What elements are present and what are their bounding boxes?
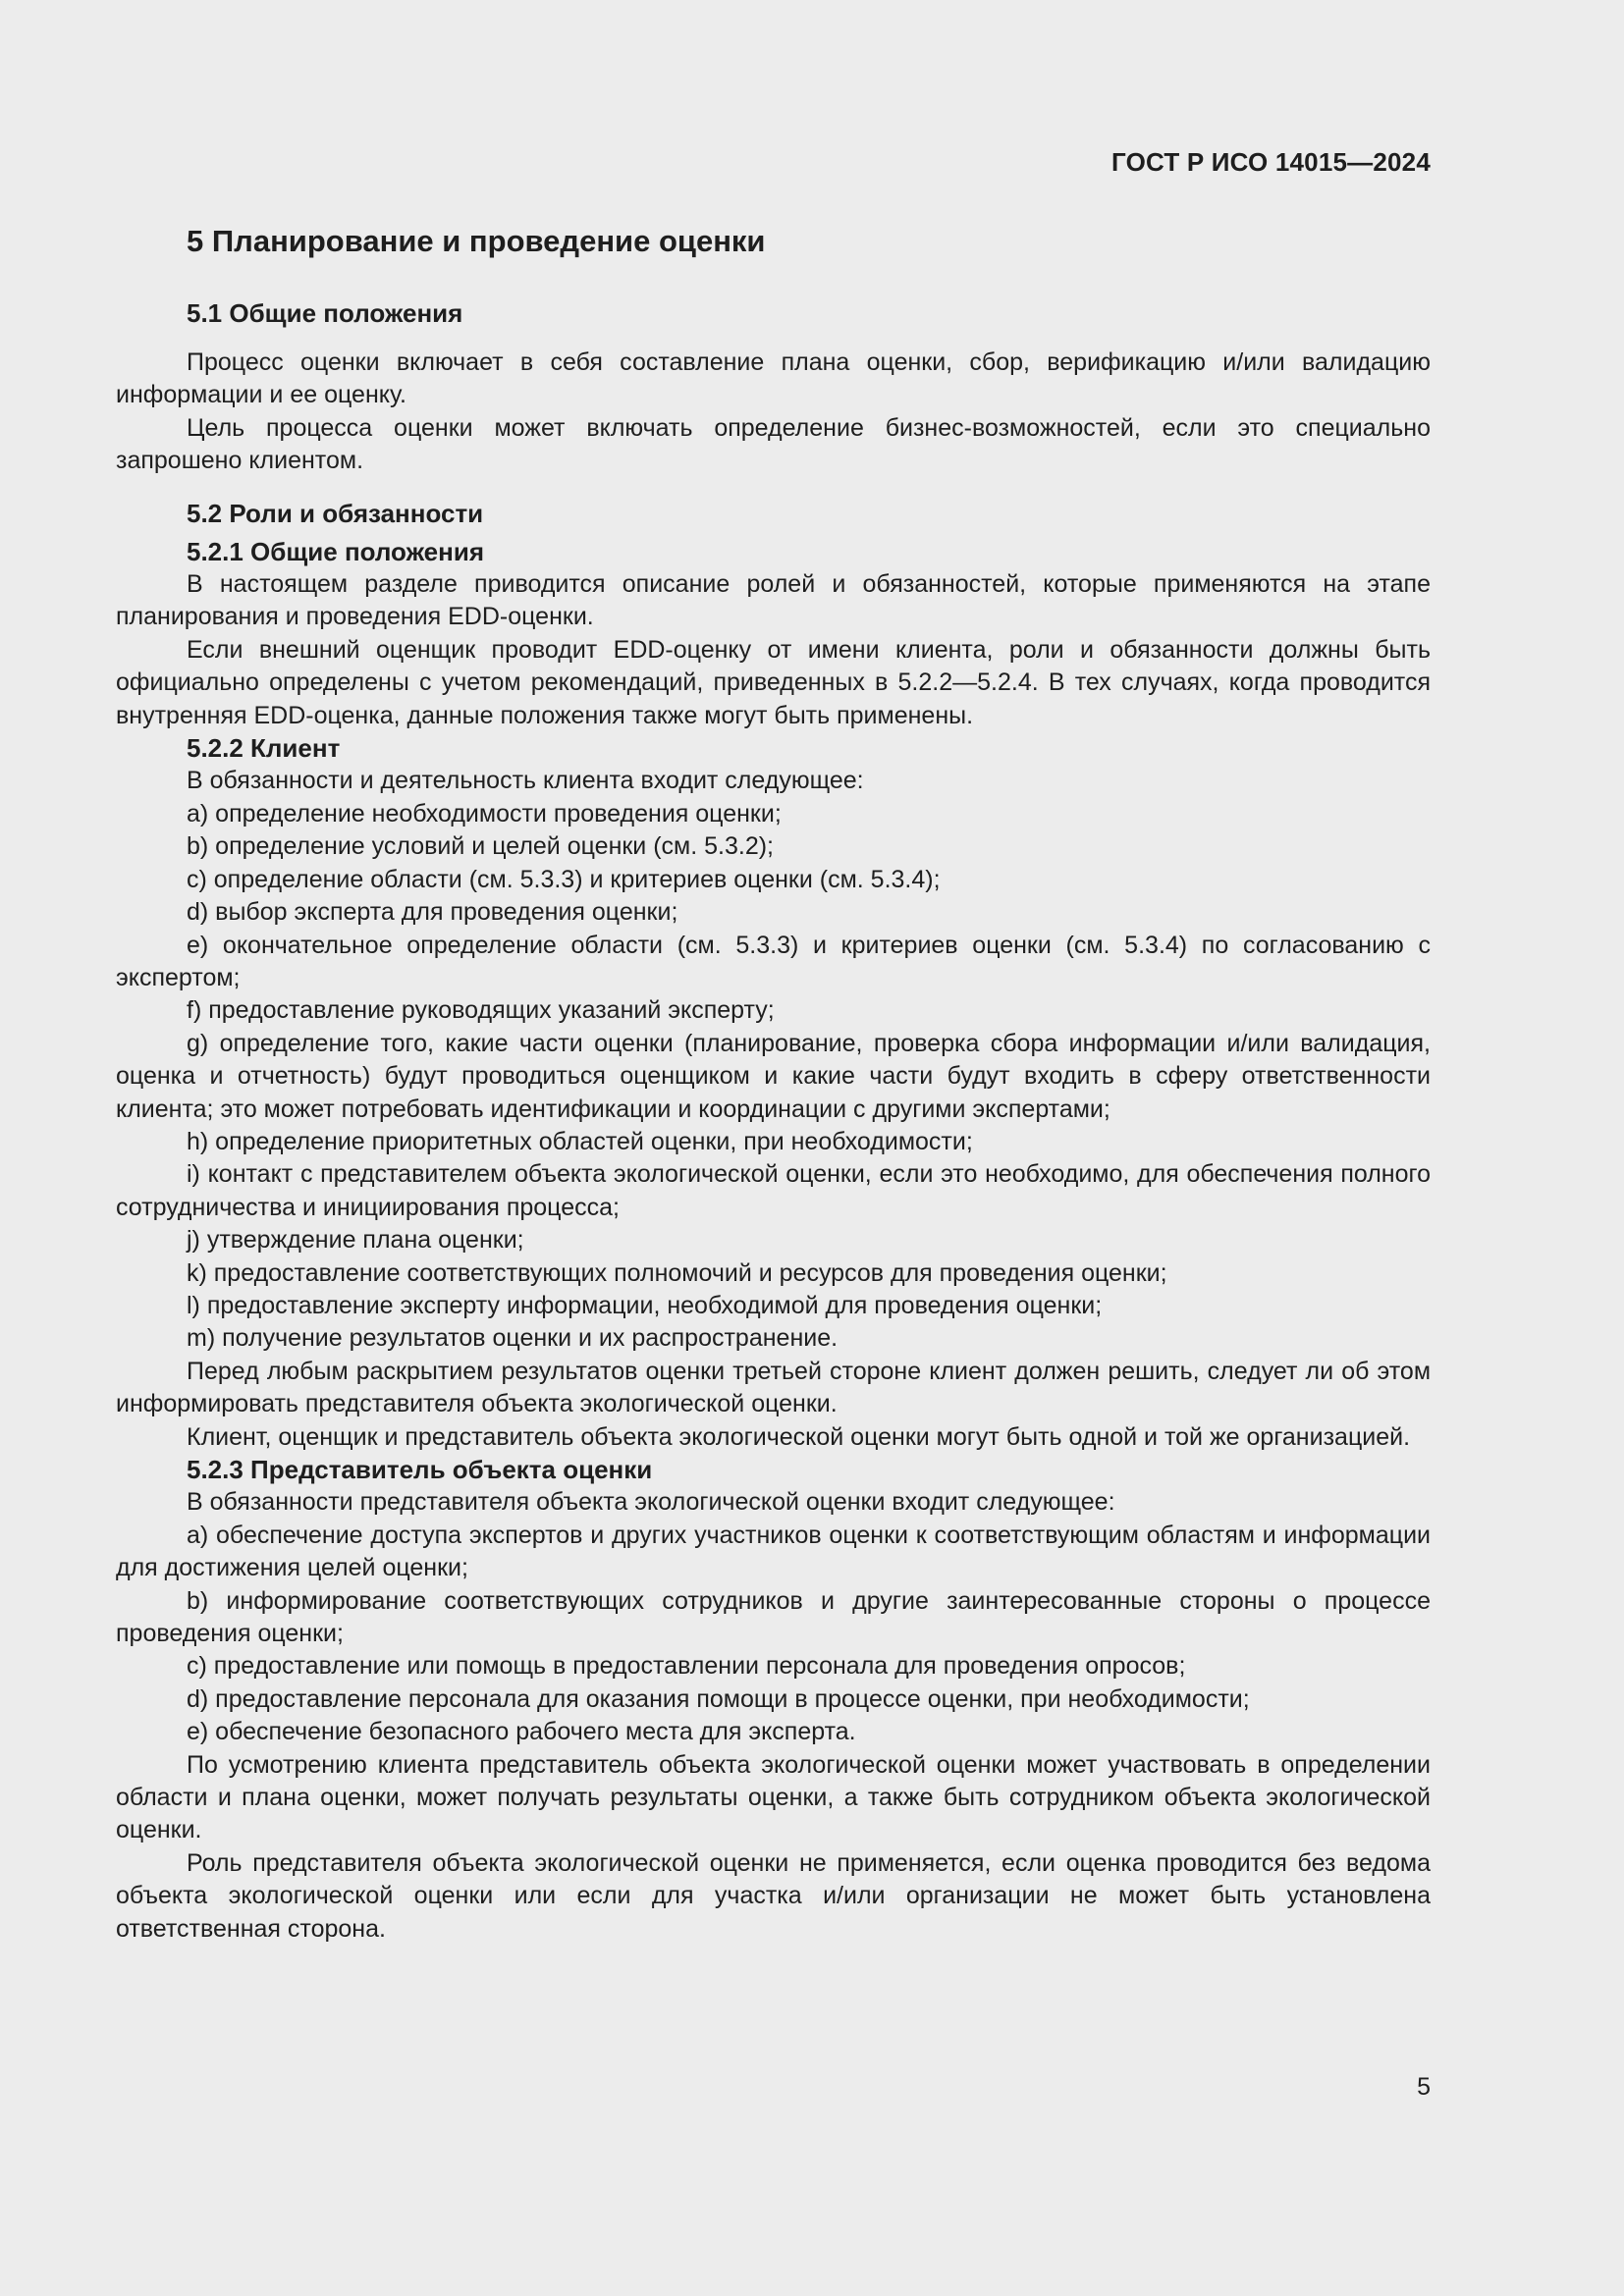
list-item: b) определение условий и целей оценки (см. 5.3.2);: [187, 832, 774, 861]
paragraph: Цель процесса оценки может включать определение бизнес-возможностей, если это специально запрошено клиентом.: [116, 413, 1431, 475]
paragraph: Процесс оценки включает в себя составление плана оценки, сбор, верификацию и/или валидацию информации и ее оценку.: [116, 348, 1431, 409]
paragraph: Роль представителя объекта экологической оценки не применяется, если оценка проводится без ведома объекта экологической оценки или если для участка и/или организации не может быть установлена ответственная сторона.: [116, 1848, 1431, 1943]
list-item: e) обеспечение безопасного рабочего места для эксперта.: [187, 1718, 856, 1746]
list-item: m) получение результатов оценки и их распространение.: [187, 1324, 839, 1353]
list-item: a) определение необходимости проведения оценки;: [187, 799, 782, 828]
clause-5-2-1-title: 5.2.1 Общие положения: [187, 536, 484, 566]
clause-5-2-3-title: 5.2.3 Представитель объекта оценки: [187, 1455, 653, 1484]
paragraph: По усмотрению клиента представитель объекта экологической оценки может участвовать в определении области и плана оценки, может получать результаты оценки, а также быть сотрудником объекта экологической оценки.: [116, 1750, 1431, 1844]
list-item: g) определение того, какие части оценки (планирование, проверка сбора информации и/или валидация, оценка и отчетность) будут проводиться оценщиком и какие части будут входить в сферу ответственности клиента; это может потребовать идентификации и координации с другими экспертами;: [116, 1029, 1431, 1123]
list-item: b) информирование соответствующих сотрудников и другие заинтересованные стороны о процессе проведения оценки;: [116, 1586, 1431, 1648]
document-body: [116, 222, 1431, 1946]
list-item: l) предоставление эксперту информации, необходимой для проведения оценки;: [187, 1291, 1103, 1319]
list-item: j) утверждение плана оценки;: [187, 1226, 524, 1255]
subsection-5-1-title: 5.1 Общие положения: [187, 298, 463, 328]
list-item: a) обеспечение доступа экспертов и других участников оценки к соответствующим областям и информации для достижения целей оценки;: [116, 1521, 1431, 1582]
page-number: 5: [1417, 2073, 1431, 2101]
section-title: 5 Планирование и проведение оценки: [187, 224, 766, 258]
list-item: i) контакт с представителем объекта экологической оценки, если это необходимо, для обеспечения полного сотрудничества и инициирования процесса;: [116, 1160, 1431, 1221]
paragraph: Если внешний оценщик проводит EDD-оценку от имени клиента, роли и обязанности должны быть официально определены с учетом рекомендаций, приведенных в 5.2.2—5.2.4. В тех случаях, когда проводится внутренняя EDD-оценка, данные положения также могут быть применены.: [116, 635, 1431, 729]
list-item: c) определение области (см. 5.3.3) и критериев оценки (см. 5.3.4);: [187, 865, 941, 893]
paragraph: В настоящем разделе приводится описание ролей и обязанностей, которые применяются на этапе планирования и проведения EDD-оценки.: [116, 570, 1431, 631]
clause-5-2-2-title: 5.2.2 Клиент: [187, 733, 341, 764]
paragraph: В обязанности и деятельность клиента входит следующее:: [187, 767, 864, 795]
list-item: h) определение приоритетных областей оценки, при необходимости;: [187, 1127, 973, 1155]
list-item: e) окончательное определение области (см. 5.3.3) и критериев оценки (см. 5.3.4) по согласованию с экспертом;: [116, 931, 1431, 991]
list-item: k) предоставление соответствующих полномочий и ресурсов для проведения оценки;: [187, 1258, 1167, 1287]
list-item: f) предоставление руководящих указаний эксперту;: [187, 996, 775, 1025]
list-item: d) выбор эксперта для проведения оценки;: [187, 898, 678, 927]
list-item: c) предоставление или помощь в предоставлении персонала для проведения опросов;: [187, 1652, 1186, 1681]
paragraph: Клиент, оценщик и представитель объекта экологической оценки могут быть одной и той же организацией.: [187, 1422, 1411, 1451]
paragraph: В обязанности представителя объекта экологической оценки входит следующее:: [187, 1488, 1115, 1517]
paragraph: Перед любым раскрытием результатов оценки третьей стороне клиент должен решить, следует ли об этом информировать представителя объекта экологической оценки.: [116, 1357, 1431, 1418]
document-code-header: ГОСТ Р ИСО 14015—2024: [1110, 147, 1431, 177]
list-item: d) предоставление персонала для оказания помощи в процессе оценки, при необходимости;: [187, 1684, 1250, 1713]
subsection-5-2-title: 5.2 Роли и обязанности: [187, 498, 484, 528]
